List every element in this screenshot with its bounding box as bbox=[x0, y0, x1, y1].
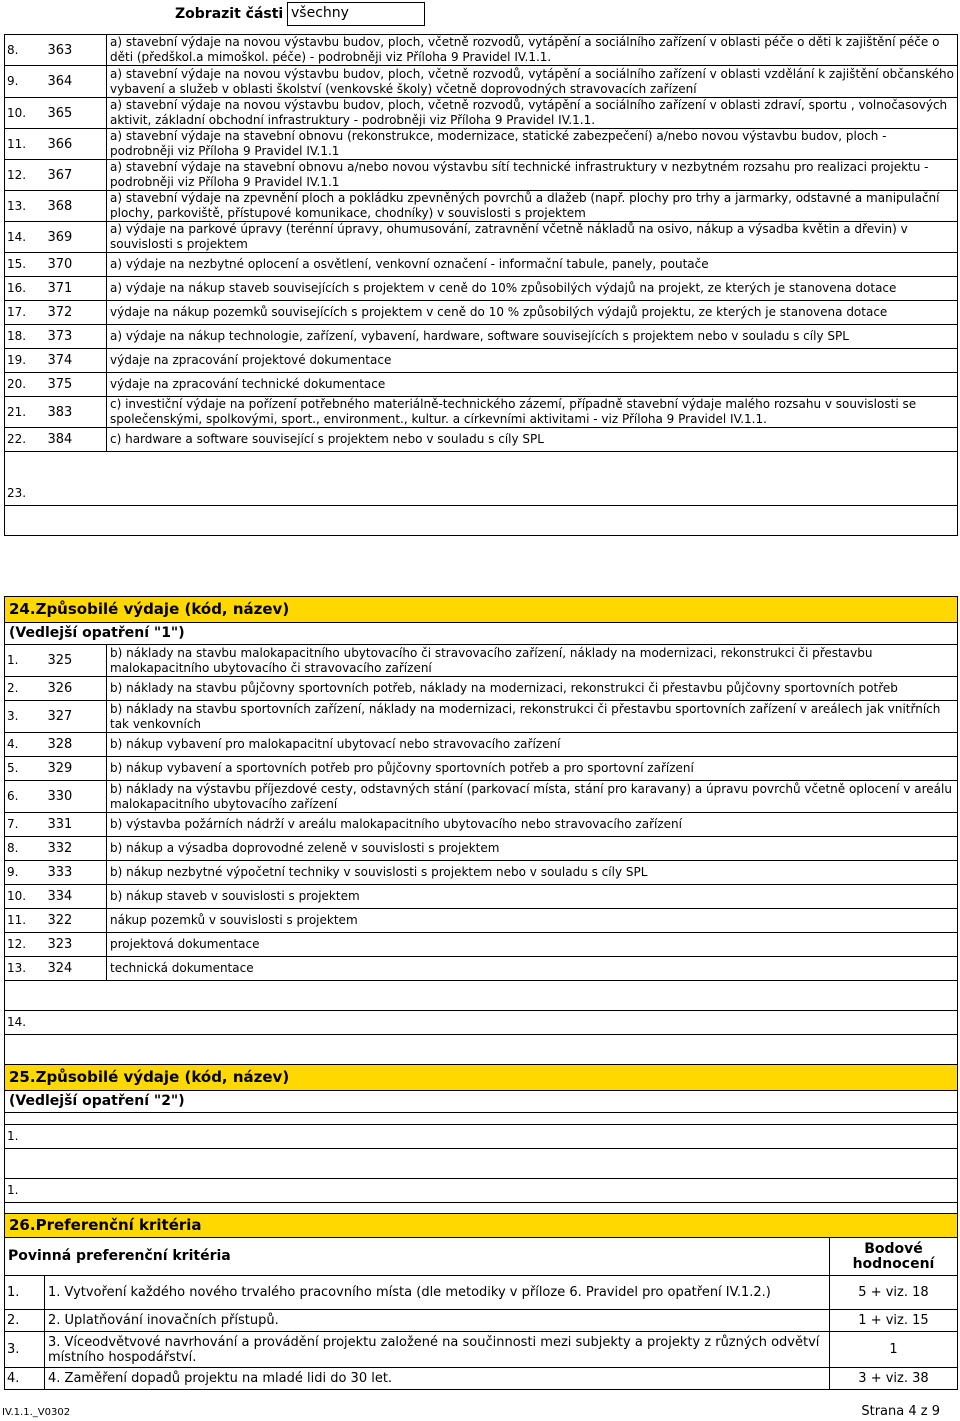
section-25-title: 25.Způsobilé výdaje (kód, název) bbox=[5, 1065, 958, 1091]
table-row bbox=[5, 325, 958, 349]
row-number: 21. bbox=[5, 397, 45, 428]
criteria-text: 1. Vytvoření každého nového trvalého pracovního místa (dle metodiky v příloze 6. Pravidel pro opatření IV.1.2.) bbox=[45, 1276, 830, 1310]
row-number: 2. bbox=[5, 677, 45, 701]
table-row bbox=[5, 222, 958, 253]
expense-code: 323 bbox=[45, 933, 107, 957]
page-number: Strana 4 z 9 bbox=[861, 1404, 940, 1419]
table-row bbox=[5, 98, 958, 129]
filter-bar bbox=[0, 0, 960, 32]
expense-description: technická dokumentace bbox=[107, 957, 958, 981]
row-number: 10. bbox=[5, 98, 45, 129]
table-row bbox=[5, 349, 958, 373]
row-number: 19. bbox=[5, 349, 45, 373]
table-row bbox=[5, 1179, 958, 1203]
table-row bbox=[5, 129, 958, 160]
filter-label: Zobrazit části bbox=[175, 6, 284, 22]
table-row bbox=[5, 861, 958, 885]
expense-code: 330 bbox=[45, 781, 107, 813]
mandatory-criteria-heading: Povinná preferenční kritéria bbox=[5, 1238, 830, 1276]
row-number: 23. bbox=[5, 482, 45, 506]
spacer-row bbox=[5, 1149, 958, 1179]
criteria-row bbox=[5, 1310, 958, 1332]
criteria-number: 4. bbox=[5, 1368, 45, 1390]
row-number: 9. bbox=[5, 66, 45, 98]
expense-description: b) nákup a výsadba doprovodné zeleně v souvislosti s projektem bbox=[107, 837, 958, 861]
score-heading: Bodové hodnocení bbox=[829, 1238, 957, 1276]
criteria-row bbox=[5, 1368, 958, 1390]
expense-code: 332 bbox=[45, 837, 107, 861]
expense-description: c) investiční výdaje na pořízení potřebného materiálně-technického zázemí, případně stavební výdaje malého rozsahu v souvislosti se společenskými, spolkovými, sport., environment., kultur. a církevními aktivitami - viz Příloha 9 Pravidel IV.1.1. bbox=[107, 397, 958, 428]
expense-description: projektová dokumentace bbox=[107, 933, 958, 957]
table-row bbox=[5, 1125, 958, 1149]
row-number: 17. bbox=[5, 301, 45, 325]
expense-code: 368 bbox=[45, 191, 107, 222]
table-row bbox=[5, 160, 958, 191]
table-row bbox=[5, 35, 958, 66]
expense-code: 325 bbox=[45, 645, 107, 677]
form-code: IV.1.1._V0302 bbox=[2, 1407, 71, 1418]
table-row bbox=[5, 301, 958, 325]
spacer-cell bbox=[5, 1149, 958, 1179]
empty-cell bbox=[45, 1011, 958, 1035]
row-number: 6. bbox=[5, 781, 45, 813]
criteria-score: 1 bbox=[829, 1332, 957, 1368]
criteria-score: 3 + viz. 38 bbox=[829, 1368, 957, 1390]
expense-description: b) náklady na stavbu malokapacitního ubytovacího či stravovacího zařízení, náklady na modernizaci, rekonstrukci či přestavbu malokapacitního ubytovacího či stravovacího zařízení bbox=[107, 645, 958, 677]
criteria-text: 3. Víceodvětvové navrhování a provádění projektu založené na součinnosti mezi subjekty a projekty z různých odvětví místního hospodářství. bbox=[45, 1332, 830, 1368]
expense-description: a) výdaje na parkové úpravy (terénní úpravy, ohumusování, zatravnění včetně nákladů na osivo, nákup a výsadba květin a dřevin) v souvislosti s projektem bbox=[107, 222, 958, 253]
empty-cell bbox=[45, 1125, 958, 1149]
criteria-row bbox=[5, 1276, 958, 1310]
expense-code: 328 bbox=[45, 733, 107, 757]
expenses-table-top bbox=[4, 34, 958, 536]
row-number: 14. bbox=[5, 222, 45, 253]
criteria-number: 2. bbox=[5, 1310, 45, 1332]
row-number: 16. bbox=[5, 277, 45, 301]
spacer-row bbox=[5, 981, 958, 1011]
table-row bbox=[5, 933, 958, 957]
criteria-score: 5 + viz. 18 bbox=[829, 1276, 957, 1310]
expense-code: 363 bbox=[45, 35, 107, 66]
expense-description: a) výdaje na nezbytné oplocení a osvětlení, venkovní označení - informační tabule, panely, poutače bbox=[107, 253, 958, 277]
criteria-score: 1 + viz. 15 bbox=[829, 1310, 957, 1332]
row-number: 14. bbox=[5, 1011, 45, 1035]
spacer-row bbox=[5, 452, 958, 482]
section-25-subtitle-row bbox=[5, 1091, 958, 1113]
expense-code: 371 bbox=[45, 277, 107, 301]
table-row bbox=[5, 909, 958, 933]
expense-code: 331 bbox=[45, 813, 107, 837]
expense-code: 334 bbox=[45, 885, 107, 909]
table-row bbox=[5, 701, 958, 733]
table-row bbox=[5, 645, 958, 677]
table-row bbox=[5, 428, 958, 452]
criteria-number: 1. bbox=[5, 1276, 45, 1310]
table-row bbox=[5, 957, 958, 981]
expense-description: a) stavební výdaje na stavební obnovu a/nebo novou výstavbu sítí technické infrastruktury v nezbytném rozsahu pro realizaci projektu - podrobněji viz Příloha 9 Pravidel IV.1.1 bbox=[107, 160, 958, 191]
expense-description: b) nákup nezbytné výpočetní techniky v souvislosti s projektem nebo v souladu s cíly SPL bbox=[107, 861, 958, 885]
expense-code: 333 bbox=[45, 861, 107, 885]
row-number: 15. bbox=[5, 253, 45, 277]
expense-code: 365 bbox=[45, 98, 107, 129]
expense-code: 374 bbox=[45, 349, 107, 373]
expense-code: 322 bbox=[45, 909, 107, 933]
spacer-row bbox=[5, 1035, 958, 1065]
row-number: 1. bbox=[5, 1179, 45, 1203]
table-row bbox=[5, 277, 958, 301]
row-number: 20. bbox=[5, 373, 45, 397]
expense-code: 366 bbox=[45, 129, 107, 160]
expense-description: a) výdaje na nákup technologie, zařízení, vybavení, hardware, software souvisejících s projektem nebo v souladu s cíly SPL bbox=[107, 325, 958, 349]
expense-code: 324 bbox=[45, 957, 107, 981]
spacer-cell bbox=[5, 506, 958, 536]
section-26-title: 26.Preferenční kritéria bbox=[5, 1214, 958, 1238]
expense-code: 327 bbox=[45, 701, 107, 733]
table-row bbox=[5, 837, 958, 861]
expense-description: a) stavební výdaje na zpevnění ploch a pokládku zpevněných povrchů a dlažeb (např. plochy pro trhy a jarmarky, odstavné a manipulační plochy, parkoviště, přístupové komunikace, chodníky) v souvislosti s projektem bbox=[107, 191, 958, 222]
expense-code: 372 bbox=[45, 301, 107, 325]
parts-select[interactable]: všechny bbox=[287, 2, 425, 26]
empty-cell bbox=[45, 482, 958, 506]
row-number: 8. bbox=[5, 837, 45, 861]
table-row bbox=[5, 1011, 958, 1035]
row-number: 10. bbox=[5, 885, 45, 909]
expense-code: 364 bbox=[45, 66, 107, 98]
expense-description: b) nákup staveb v souvislosti s projektem bbox=[107, 885, 958, 909]
row-number: 5. bbox=[5, 757, 45, 781]
expense-description: b) náklady na stavbu sportovních zařízení, náklady na modernizaci, rekonstrukci či přestavbu sportovních zařízení v areálech jak vnitřních tak venkovních bbox=[107, 701, 958, 733]
expense-description: nákup pozemků v souvislosti s projektem bbox=[107, 909, 958, 933]
expense-description: b) nákup vybavení a sportovních potřeb pro půjčovny sportovních potřeb a pro sportovní zařízení bbox=[107, 757, 958, 781]
expense-code: 373 bbox=[45, 325, 107, 349]
expense-description: a) stavební výdaje na novou výstavbu budov, ploch, včetně rozvodů, vytápění a sociálního zařízení v oblasti vzdělání k zajištění občanského vybavení a služeb v oblasti školství (venkovské školy) včetně doprovodných stravovacích zařízení bbox=[107, 66, 958, 98]
expense-description: b) náklady na stavbu půjčovny sportovních potřeb, náklady na modernizaci, rekonstrukci či přestavbu půjčovny sportovních potřeb bbox=[107, 677, 958, 701]
spacer-cell bbox=[5, 1113, 958, 1125]
row-number: 1. bbox=[5, 645, 45, 677]
expense-code: 370 bbox=[45, 253, 107, 277]
section-25-subtitle: (Vedlejší opatření "2") bbox=[5, 1091, 958, 1113]
spacer-row bbox=[5, 1113, 958, 1125]
row-number: 7. bbox=[5, 813, 45, 837]
expense-description: b) náklady na výstavbu příjezdové cesty, odstavných stání (parkovací místa, stání pro karavany) a úpravu povrchů včetně oplocení v areálu malokapacitního ubytovacího zařízení bbox=[107, 781, 958, 813]
spacer-cell bbox=[5, 981, 958, 1011]
expense-code: 329 bbox=[45, 757, 107, 781]
row-number: 11. bbox=[5, 909, 45, 933]
expense-code: 383 bbox=[45, 397, 107, 428]
table-row bbox=[5, 885, 958, 909]
row-number: 11. bbox=[5, 129, 45, 160]
row-number: 9. bbox=[5, 861, 45, 885]
expense-description: výdaje na zpracování technické dokumentace bbox=[107, 373, 958, 397]
row-number: 13. bbox=[5, 957, 45, 981]
section-24-table bbox=[4, 596, 958, 1233]
expense-code: 367 bbox=[45, 160, 107, 191]
expense-code: 369 bbox=[45, 222, 107, 253]
criteria-row bbox=[5, 1332, 958, 1368]
table-row bbox=[5, 781, 958, 813]
row-number: 12. bbox=[5, 933, 45, 957]
expense-description: výdaje na zpracování projektové dokumentace bbox=[107, 349, 958, 373]
expense-code: 326 bbox=[45, 677, 107, 701]
table-row bbox=[5, 66, 958, 98]
table-row bbox=[5, 373, 958, 397]
section-25-title-row bbox=[5, 1065, 958, 1091]
empty-cell bbox=[45, 1179, 958, 1203]
table-row bbox=[5, 733, 958, 757]
table-row bbox=[5, 191, 958, 222]
expense-description: výdaje na nákup pozemků souvisejících s projektem v ceně do 10 % způsobilých výdajů projektu, ze kterých je stanovena dotace bbox=[107, 301, 958, 325]
expense-description: a) stavební výdaje na novou výstavbu budov, ploch, včetně rozvodů, vytápění a sociálního zařízení v oblasti péče o děti k zajištění péče o děti (předškol.a mimoškol. péče) - podrobněji viz Příloha 9 Pravidel IV.1.1. bbox=[107, 35, 958, 66]
row-number: 13. bbox=[5, 191, 45, 222]
table-row bbox=[5, 482, 958, 506]
section-24-subtitle: (Vedlejší opatření "1") bbox=[5, 623, 958, 645]
table-row bbox=[5, 757, 958, 781]
expense-description: a) stavební výdaje na novou výstavbu budov, ploch, včetně rozvodů, vytápění a sociálního zařízení v oblasti zdraví, sportu , volnočasových aktivit, základní obchodní infrastruktury - podrobněji viz Příloha 9 Pravidel IV.1.1. bbox=[107, 98, 958, 129]
spacer-cell bbox=[5, 452, 958, 482]
row-number: 18. bbox=[5, 325, 45, 349]
row-number: 22. bbox=[5, 428, 45, 452]
criteria-text: 4. Zaměření dopadů projektu na mladé lidi do 30 let. bbox=[45, 1368, 830, 1390]
expense-description: a) stavební výdaje na stavební obnovu (rekonstrukce, modernizace, statické zabezpečení) a/nebo novou výstavbu budov, ploch - podrobněji viz Příloha 9 Pravidel IV.1.1 bbox=[107, 129, 958, 160]
table-row bbox=[5, 397, 958, 428]
expense-code: 375 bbox=[45, 373, 107, 397]
table-row bbox=[5, 813, 958, 837]
criteria-number: 3. bbox=[5, 1332, 45, 1368]
expense-description: c) hardware a software související s projektem nebo v souladu s cíly SPL bbox=[107, 428, 958, 452]
row-number: 12. bbox=[5, 160, 45, 191]
expense-description: b) výstavba požárních nádrží v areálu malokapacitního ubytovacího nebo stravovacího zařízení bbox=[107, 813, 958, 837]
spacer-row bbox=[5, 506, 958, 536]
expense-description: a) výdaje na nákup staveb souvisejících s projektem v ceně do 10% způsobilých výdajů na projekt, ze kterých je stanovena dotace bbox=[107, 277, 958, 301]
spacer-cell bbox=[5, 1035, 958, 1065]
row-number: 1. bbox=[5, 1125, 45, 1149]
section-24-title: 24.Způsobilé výdaje (kód, název) bbox=[5, 597, 958, 623]
criteria-text: 2. Uplatňování inovačních přístupů. bbox=[45, 1310, 830, 1332]
row-number: 3. bbox=[5, 701, 45, 733]
row-number: 4. bbox=[5, 733, 45, 757]
expense-description: b) nákup vybavení pro malokapacitní ubytovací nebo stravovacího zařízení bbox=[107, 733, 958, 757]
section-26-table bbox=[4, 1213, 958, 1390]
table-row bbox=[5, 677, 958, 701]
table-row bbox=[5, 253, 958, 277]
expense-code: 384 bbox=[45, 428, 107, 452]
row-number: 8. bbox=[5, 35, 45, 66]
